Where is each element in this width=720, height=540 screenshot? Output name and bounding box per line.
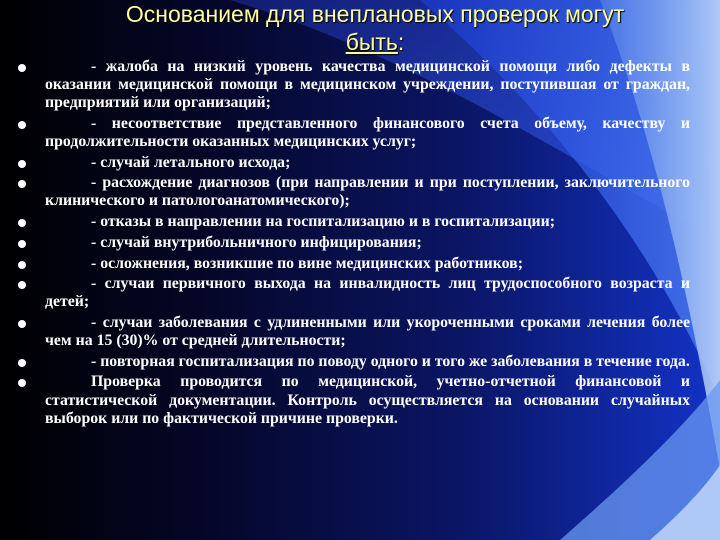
list-item <box>0 275 720 311</box>
list-item <box>0 234 720 252</box>
list-item-text: - расхождение диагнозов (при направлении и при поступлении, заключительного клинического и патологоанатомического); <box>45 174 690 210</box>
list-item <box>0 373 720 427</box>
list-item <box>0 353 720 371</box>
list-item-text: - жалоба на низкий уровень качества медицинской помощи либо дефекты в оказании медицинской помощи в медицинском учреждении, поступившая от граждан, предприятий или организаций; <box>45 58 690 112</box>
list-item <box>0 154 720 172</box>
bullet-dot-icon <box>18 320 26 328</box>
bullet-dot-icon <box>18 219 26 227</box>
title-underlined-word: быть <box>345 29 398 55</box>
bullet-dot-icon <box>18 379 26 387</box>
list-item-text: - несоответствие представленного финансового счета объему, качеству и продолжительности оказанных медицинских услуг; <box>45 114 690 150</box>
bullet-list <box>0 58 720 430</box>
list-item-text: - осложнения, возникшие по вине медицинских работников; <box>91 254 523 272</box>
bullet-dot-icon <box>18 180 26 188</box>
list-item <box>0 115 720 151</box>
list-item <box>0 255 720 273</box>
bullet-dot-icon <box>18 261 26 269</box>
list-item <box>0 58 720 112</box>
list-item-text: - случай внутрибольничного инфицирования; <box>91 233 422 251</box>
list-item-text: - случай летального исхода; <box>91 153 291 171</box>
title-colon: : <box>397 29 405 55</box>
list-item <box>0 174 720 210</box>
list-item-text: - случаи заболевания с удлиненными или укороченными сроками лечения более чем на 15 (30)% от средней длительности; <box>45 313 690 350</box>
list-item <box>0 314 720 350</box>
list-item-text: Проверка проводится по медицинской, учетно-отчетной финансовой и статистической документации. Контроль осуществляется на основании случайных выборок или по фактической причине проверки. <box>45 373 690 427</box>
list-item-text: - случаи первичного выхода на инвалидность лиц трудоспособного возраста и детей; <box>45 275 690 311</box>
bullet-dot-icon <box>18 240 26 248</box>
title-main: Основанием для внеплановых проверок могут <box>125 1 625 27</box>
bullet-dot-icon <box>18 64 26 72</box>
bullet-dot-icon <box>18 121 26 129</box>
list-item <box>0 213 720 231</box>
list-item-text: - повторная госпитализация по поводу одного и того же заболевания в течение года. <box>91 352 690 370</box>
slide-title <box>40 0 710 56</box>
bullet-dot-icon <box>18 160 26 168</box>
bullet-dot-icon <box>18 281 26 289</box>
bullet-dot-icon <box>18 359 26 367</box>
list-item-text: - отказы в направлении на госпитализацию и в госпитализации; <box>91 213 556 231</box>
